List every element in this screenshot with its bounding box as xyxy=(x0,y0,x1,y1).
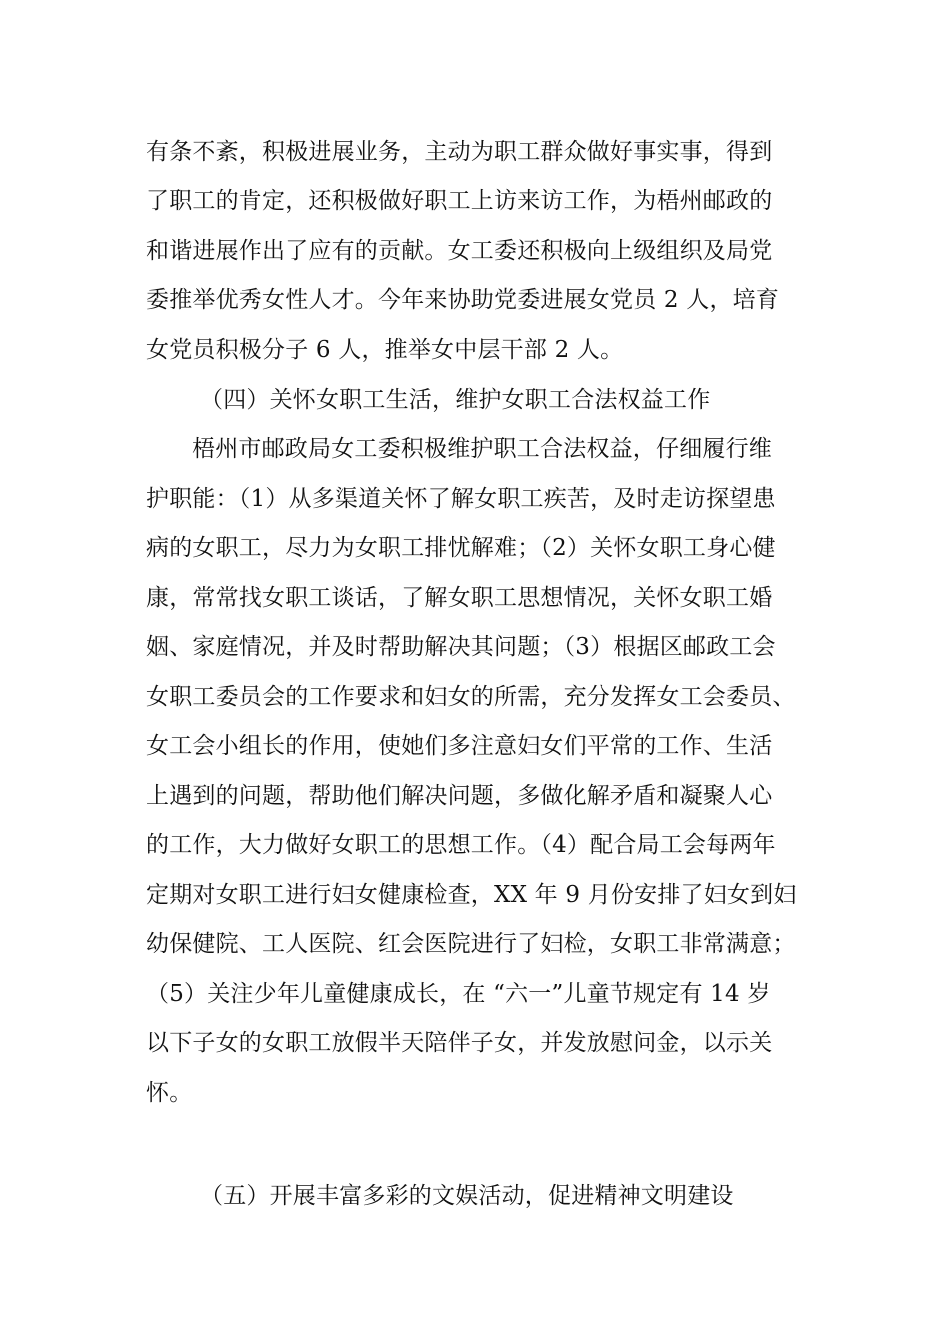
paragraph-1-line-4: 委推举优秀女性人才。今年来协助党委进展女党员 2 人，培育 xyxy=(146,287,780,313)
paragraph-1-line-1: 有条不紊，积极进展业务，主动为职工群众做好事实事，得到 xyxy=(146,139,773,165)
paragraph-2-line-12: （5）关注少年儿童健康成长，在 “六一”儿童节规定有 14 岁 xyxy=(146,981,771,1007)
paragraph-2-line-11: 幼保健院、工人医院、红会医院进行了妇检，女职工非常满意； xyxy=(146,931,796,957)
paragraph-2-line-4: 康，常常找女职工谈话，了解女职工思想情况，关怀女职工婚 xyxy=(146,585,773,611)
section-heading-5: （五）开展丰富多彩的文娱活动，促进精神文明建设 xyxy=(200,1183,734,1209)
paragraph-1-line-3: 和谐进展作出了应有的贡献。女工委还积极向上级组织及局党 xyxy=(146,238,773,264)
paragraph-2-line-3: 病的女职工，尽力为女职工排忧解难；（2）关怀女职工身心健 xyxy=(146,535,776,561)
paragraph-2-line-1: 梧州市邮政局女工委积极维护职工合法权益，仔细履行维 xyxy=(192,436,772,462)
paragraph-2-line-13: 以下子女的女职工放假半天陪伴子女，并发放慰问金，以示关 xyxy=(146,1030,773,1056)
paragraph-2-line-14: 怀。 xyxy=(146,1080,193,1106)
paragraph-2-line-7: 女工会小组长的作用，使她们多注意妇女们平常的工作、生活 xyxy=(146,733,773,759)
paragraph-2-line-8: 上遇到的问题，帮助他们解决问题，多做化解矛盾和凝聚人心 xyxy=(146,783,773,809)
paragraph-1-line-2: 了职工的肯定，还积极做好职工上访来访工作，为梧州邮政的 xyxy=(146,188,773,214)
section-heading-4: （四）关怀女职工生活，维护女职工合法权益工作 xyxy=(200,387,711,413)
paragraph-2-line-2: 护职能：（1）从多渠道关怀了解女职工疾苦，及时走访探望患 xyxy=(146,486,776,512)
paragraph-2-line-6: 女职工委员会的工作要求和妇女的所需，充分发挥女工会委员、 xyxy=(146,684,796,710)
paragraph-2-line-10: 定期对女职工进行妇女健康检查，XX 年 9 月份安排了妇女到妇 xyxy=(146,882,797,908)
paragraph-2-line-9: 的工作，大力做好女职工的思想工作。（4）配合局工会每两年 xyxy=(146,832,776,858)
paragraph-1-line-5: 女党员积极分子 6 人，推举女中层干部 2 人。 xyxy=(146,337,624,363)
paragraph-2-line-5: 姻、家庭情况，并及时帮助解决其问题；（3）根据区邮政工会 xyxy=(146,634,776,660)
